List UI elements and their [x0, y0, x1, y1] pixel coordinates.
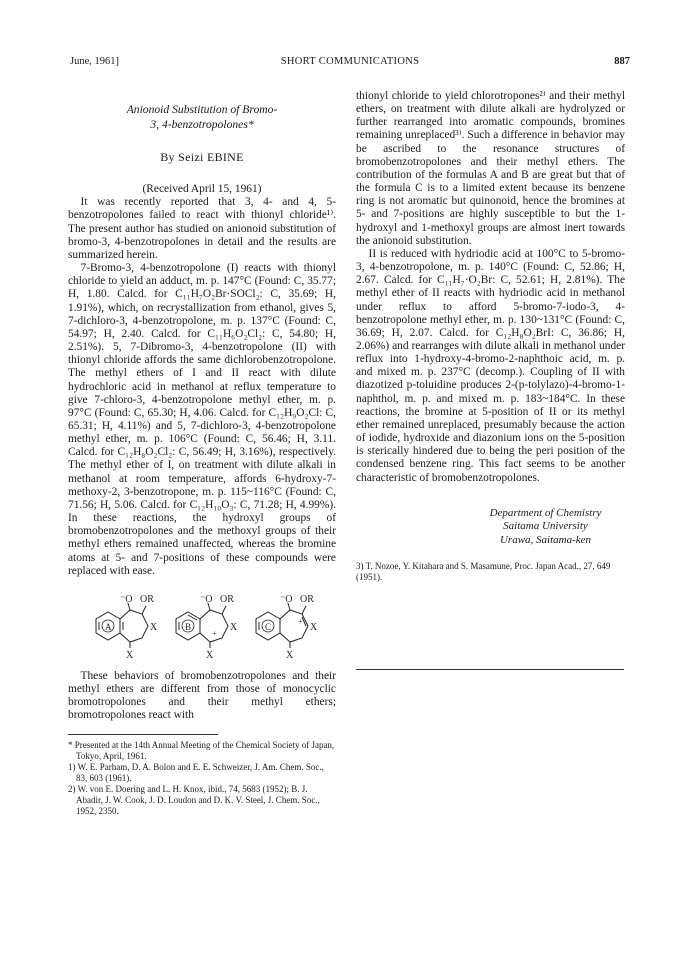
- x-side-c: X: [310, 621, 318, 633]
- ring-label-c: C: [265, 621, 272, 632]
- end-rule: [356, 669, 624, 670]
- title-line-2: 3, 4-benzotropolones*: [150, 118, 254, 131]
- left-paragraph-2: 7-Bromo-3, 4-benzotropolone (I) reacts with thionyl chloride to yield an adduct, m. p. 147°C (Found: C, 35.77; H, 1.80. Calcd. for C₁₁H₇O₂Br·SOCl₂: C, 35.69; H, 1.91%), which, on recrystallization from ethanol, gives 5, 7-dichloro-3, 4-benzotropolone, m. p. 137°C (Found: C, 54.97; H, 2.40. Calcd. for C₁₁H₆O₂Cl₂: C, 54.80; H, 2.51%). 5, 7-Dibromo-3, 4-benzotropolone (II) with thionyl chloride affords the same dichlorobenzotropolone. The methyl ethers of I and II react with dilute hydrochloric acid in methanol at reflux temperature to give 7-chloro-3, 4-benzotropolone methyl ether, m. p. 97°C (Found: C, 65.30; H, 4.06. Calcd. for C₁₂H₉O₂Cl: C, 65.31; H, 4.11%) and 5, 7-dichloro-3, 4-benzotropolone methyl ether, m. p. 106°C (Found: C, 56.46; H, 3.11. Calcd. for C₁₂H₈O₂Cl₂: C, 56.49; H, 3.16%), respectively. The methyl ether of I, on treatment with dilute alkali in methanol at room temperature, affords 6-hydroxy-7-methoxy-2, 3-benzotropone, m. p. 115~116°C (Found: C, 71.56; H, 5.06. Calcd. for C₁₂H₁₀O₃: C, 71.28; H, 4.99%). In these reactions, the hydroxyl groups of bromobenzotropolones and the methoxyl groups of their methyl ethers remained unaffected, whereas the bromine atoms at 5- and 7-positions of these compounds were replaced with ease.: [68, 262, 336, 577]
- left-column: [68, 90, 336, 817]
- o-minus-c: ⁻O: [280, 593, 293, 605]
- footnote-star: * Presented at the 14th Annual Meeting of the Chemical Society of Japan, Tokyo, April, 1961.: [68, 740, 335, 762]
- or-group-a: OR: [140, 593, 154, 605]
- author-prefix: By Seizi: [160, 150, 207, 164]
- affiliation: [356, 507, 625, 548]
- ring-label-a: A: [105, 621, 112, 632]
- structures-figure: [68, 592, 336, 670]
- title-line-1: Anionoid Substitution of Bromo-: [126, 103, 278, 116]
- structure-c: [256, 594, 318, 661]
- structure-b: [176, 594, 238, 661]
- or-group-c: OR: [300, 593, 314, 605]
- plus-charge-b: +: [212, 628, 217, 638]
- running-header: [70, 56, 630, 72]
- right-paragraph-2: II is reduced with hydriodic acid at 100°C to 5-bromo-3, 4-benzotropolone, m. p. 140°C (Found: C, 52.86; H, 2.67. Calcd. for C₁₁H₇·O₂Br: C, 52.61; H, 2.81%). The methyl ether of II reacts with hydriodic acid in methanol under reflux to afford 5-bromo-7-iodo-3, 4-benzotropolone methyl ether, m. p. 130~131°C (Found: C, 36.69; H, 2.07. Calcd. for C₁₂H₈O₂BrI: C, 36.86; H, 2.06%) and rearranges with dilute alkali in methanol under reflux into 1-hydroxy-4-bromo-2-naphthoic acid, m. p. and mixed m. p. 237°C (decomp.). Coupling of II with diazotized p-toluidine produces 2-(p-tolylazo)-4-bromo-1-naphthol, m. p. and mixed m. p. 183~184°C. In these reactions, the bromine at 5-position of II or its methyl ether remained unreplaced, presumably because the action of iodide, hydroxide and diazonium ions on the 5-position is sterically hindered due to being the peri position of the condensed benzene ring. This fact seems to be another characteristic of bromobenzotropolones.: [356, 247, 625, 484]
- right-column: [356, 90, 625, 670]
- footnote-1: 1) W. E. Parham, D. A. Bolon and E. E. Schweizer, J. Am. Chem. Soc., 83, 603 (1961).: [68, 762, 324, 784]
- page-number: 887: [614, 56, 630, 67]
- o-minus-a: ⁻O: [120, 593, 133, 605]
- received-date: (Received April 15, 1961): [142, 183, 262, 196]
- structure-a: [96, 594, 158, 661]
- left-paragraph-3: These behaviors of bromobenzotropolones and their methyl ethers are different from those of monocyclic bromotropolones and their methyl ethers; bromotropolones react with: [68, 669, 336, 722]
- header-section: SHORT COMMUNICATIONS: [280, 56, 420, 67]
- affiliation-city: Urawa, Saitama-ken: [499, 533, 592, 546]
- or-group-b: OR: [220, 593, 234, 605]
- affiliation-dept: Department of Chemistry: [489, 506, 602, 519]
- ring-label-b: B: [185, 621, 192, 632]
- footnote-2: 2) W. von E. Doering and L. H. Knox, ibid., 74, 5683 (1952); B. J. Abadir, J. W. Cook, J. D. Loudon and D. K. V. Steel, J. Chem. Soc., 1952, 2350.: [68, 784, 320, 817]
- footnote-3: 3) T. Nozoe, Y. Kitahara and S. Masamune, Proc. Japan Acad., 27, 649 (1951).: [356, 561, 611, 583]
- x-bottom-c: X: [286, 649, 294, 661]
- resonance-structures: [68, 592, 336, 670]
- tropone-ring-a: [120, 610, 148, 642]
- x-bottom-b: X: [206, 649, 214, 661]
- footnotes-left: [68, 740, 336, 817]
- o-minus-b: ⁻O: [200, 593, 213, 605]
- plus-charge-c: +: [298, 616, 303, 626]
- x-bottom-a: X: [126, 649, 134, 661]
- affiliation-university: Saitama University: [503, 520, 588, 533]
- article-title: [68, 102, 336, 132]
- author-line: [68, 151, 336, 164]
- header-date: June, 1961]: [70, 56, 119, 67]
- author-name: EBINE: [206, 150, 244, 164]
- x-side-a: X: [150, 621, 158, 633]
- left-paragraph-1: It was recently reported that 3, 4- and 4, 5-benzotropolones failed to react with thionyl chloride¹⁾. The present author has studied on anionoid substitution of bromo-3, 4-benzotropolones in detail and the results are summarized herein.: [68, 196, 336, 261]
- right-paragraph-1: thionyl chloride to yield chlorotropones²⁾ and their methyl ethers, on treatment with dilute alkali are hydrolyzed or further rearranged into aromatic compounds, bromines remaining unreplaced³⁾. Such a difference in behavior may be ascribed to the resonance structures of bromobenzotropolones and their methyl ethers. The contribution of the formulas A and B are great but that of the formula C is to a limited extent because its benzene ring is not aromatic but quinonoid, hence the bromines at 5- and 7-positions are highly susceptible to but the 1-hydroxyl and 1-methoxyl groups are almost inert towards the anionoid substitution.: [356, 90, 625, 247]
- x-side-b: X: [230, 621, 238, 633]
- footnote-rule: [68, 734, 218, 735]
